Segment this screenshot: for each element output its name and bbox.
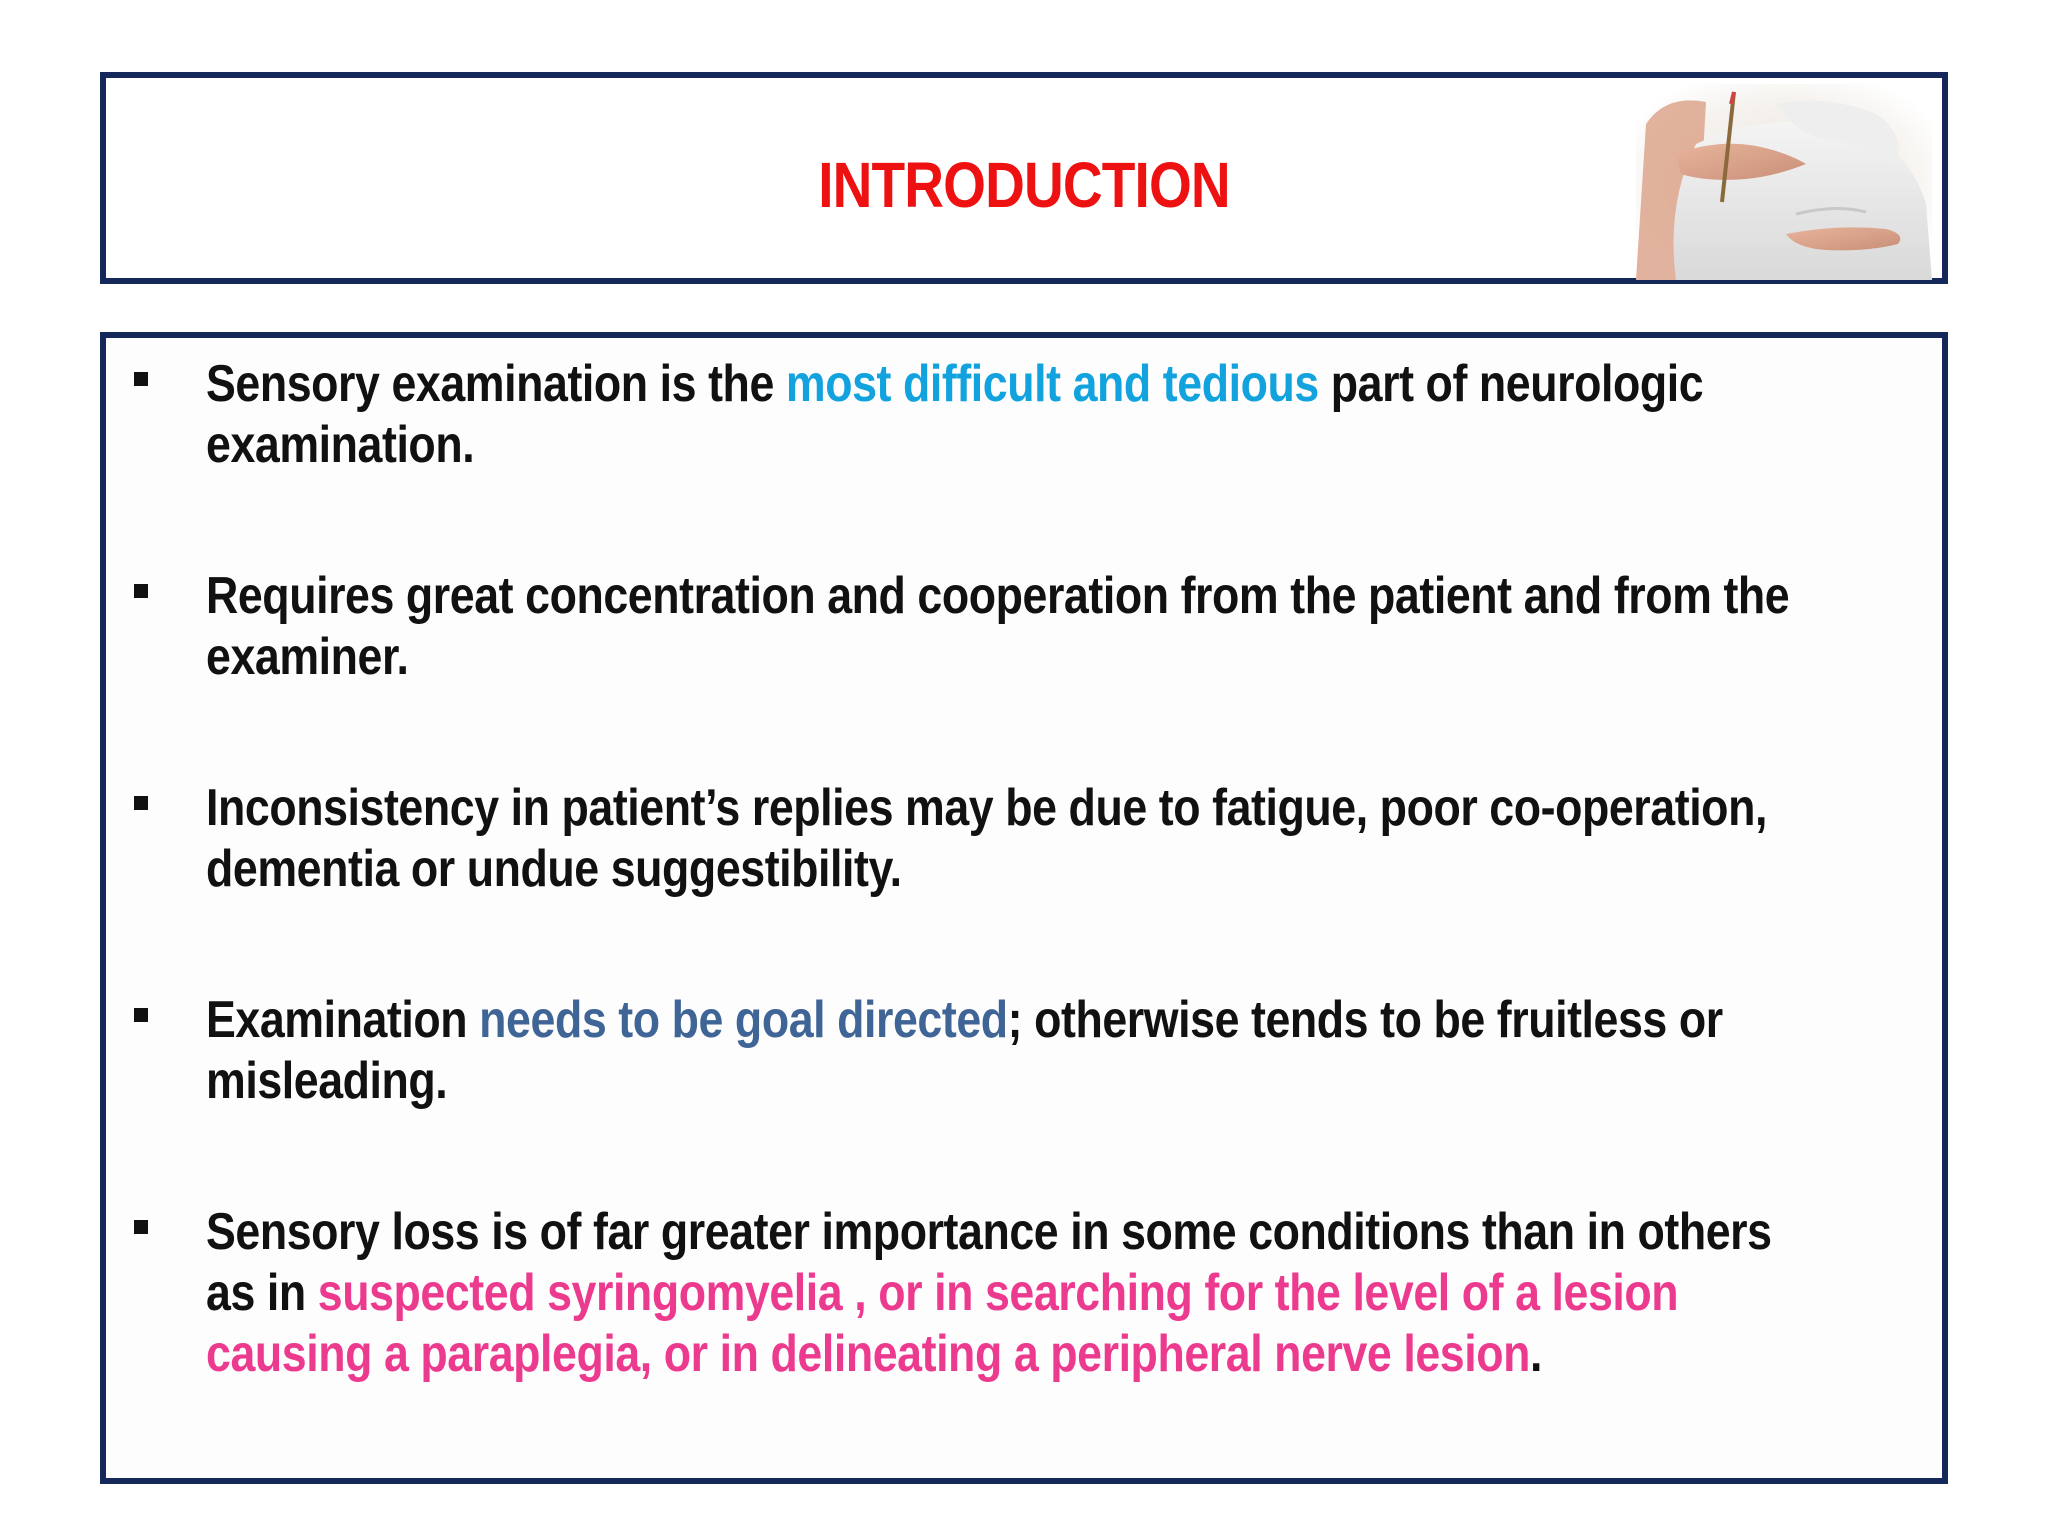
- bullet-text-segment: Examination: [206, 991, 480, 1049]
- bullet-text-segment: examiner.: [206, 628, 409, 686]
- bullet-square-icon: [134, 372, 148, 386]
- slide-title: INTRODUCTION: [818, 149, 1230, 221]
- bullet-square-icon: [134, 1008, 148, 1022]
- highlight-text: most difficult and tedious: [785, 355, 1319, 413]
- bullet-square-icon: [134, 796, 148, 810]
- bullet-text: [206, 566, 1790, 688]
- bullet-text-segment: ; otherwise tends to be fruitless or: [1007, 991, 1723, 1049]
- bullet-text-segment: Sensory examination is the: [206, 355, 786, 413]
- clinical-exam-photo: [1636, 84, 1932, 280]
- bullet-text: [206, 1202, 1772, 1385]
- bullet-text: [206, 990, 1737, 1112]
- bullet-text-segment: Sensory loss is of far greater importance in some conditions than in others: [206, 1203, 1772, 1261]
- bullet-text-segment: Requires great concentration and cooperation from the patient and from the: [206, 567, 1790, 625]
- highlight-text: suspected syringomyelia , or in searching for the level of a lesion: [317, 1264, 1679, 1322]
- bullet-text-segment: .: [1530, 1325, 1543, 1383]
- bullet-text: [206, 778, 1767, 900]
- bullet-text-segment: Inconsistency in patient’s replies may be due to fatigue, poor co-operation,: [206, 779, 1767, 837]
- bullet-square-icon: [134, 584, 148, 598]
- bullet-text-segment: part of neurologic: [1318, 355, 1704, 413]
- bullet-text-segment: dementia or undue suggestibility.: [206, 840, 902, 898]
- bullet-text-segment: as in: [206, 1264, 318, 1322]
- highlight-text: causing a paraplegia, or in delineating a peripheral nerve lesion: [206, 1325, 1531, 1383]
- bullet-text-segment: misleading.: [206, 1052, 448, 1110]
- content-box: [100, 332, 1948, 1484]
- bullet-text: [206, 354, 1737, 476]
- highlight-text: needs to be goal directed: [479, 991, 1008, 1049]
- bullet-square-icon: [134, 1220, 148, 1234]
- bullet-text-segment: examination.: [206, 416, 475, 474]
